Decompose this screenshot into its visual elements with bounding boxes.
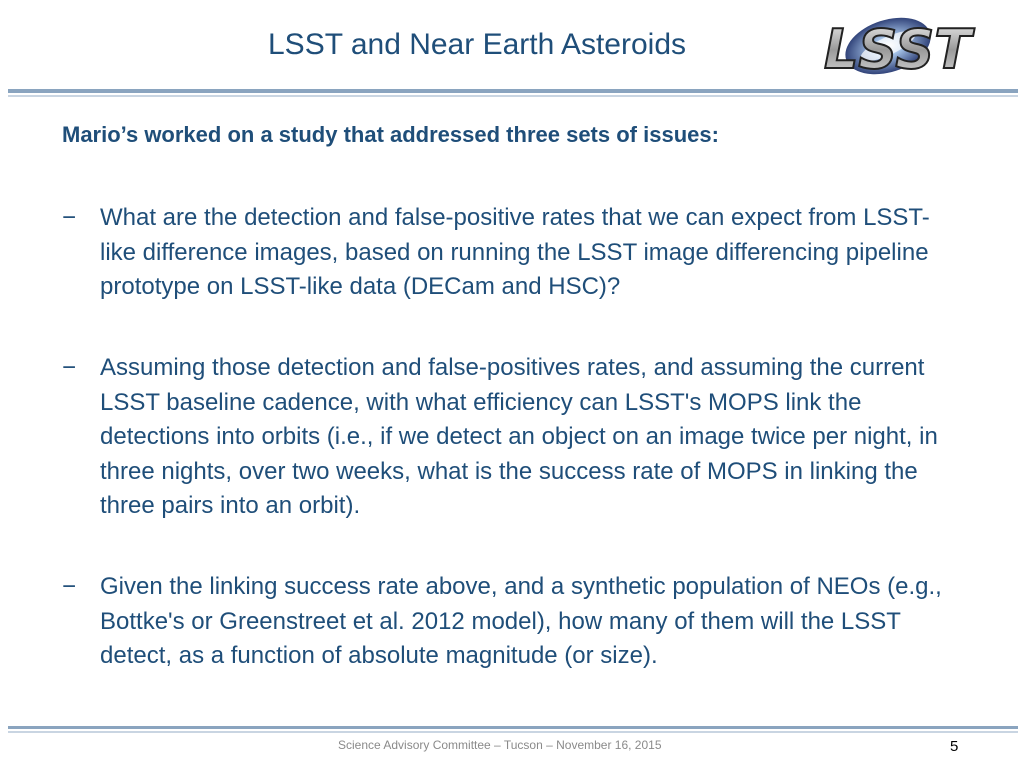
bullet-text: Given the linking success rate above, and a synthetic population of NEOs (e.g., Bottke's or Greenstreet et al. 2012 model), how many of them will the LSST detect, as a function of absolute magnitude (or size).	[100, 573, 942, 669]
lsst-logo-icon	[816, 12, 1006, 82]
footer-divider	[8, 726, 1018, 729]
header-divider	[8, 89, 1018, 93]
slide-title: LSST and Near Earth Asteroids	[268, 28, 687, 61]
bullet-marker: −	[62, 204, 77, 231]
logo-text: LSST	[824, 18, 972, 81]
bullet-marker: −	[62, 354, 77, 381]
page-number: 5	[950, 738, 959, 755]
bullet-item	[62, 201, 962, 305]
footer-text: Science Advisory Committee – Tucson – November 16, 2015	[338, 738, 662, 752]
bullet-text: What are the detection and false-positive rates that we can expect from LSST-like difference images, based on running the LSST image differencing pipeline prototype on LSST-like data (DECam and HSC)?	[100, 204, 930, 300]
bullet-text: Assuming those detection and false-positives rates, and assuming the current LSST baseline cadence, with what efficiency can LSST's MOPS link the detections into orbits (i.e., if we detect an object on an image twice per night, in three nights, over two weeks, what is the success rate of MOPS in linking the three pairs into an orbit).	[100, 354, 938, 519]
bullet-item	[62, 570, 962, 674]
bullet-marker: −	[62, 573, 77, 600]
bullet-item	[62, 351, 962, 524]
footer-divider-secondary	[8, 731, 1018, 733]
intro-heading: Mario’s worked on a study that addressed three sets of issues:	[62, 122, 719, 147]
header-divider-secondary	[8, 95, 1018, 97]
